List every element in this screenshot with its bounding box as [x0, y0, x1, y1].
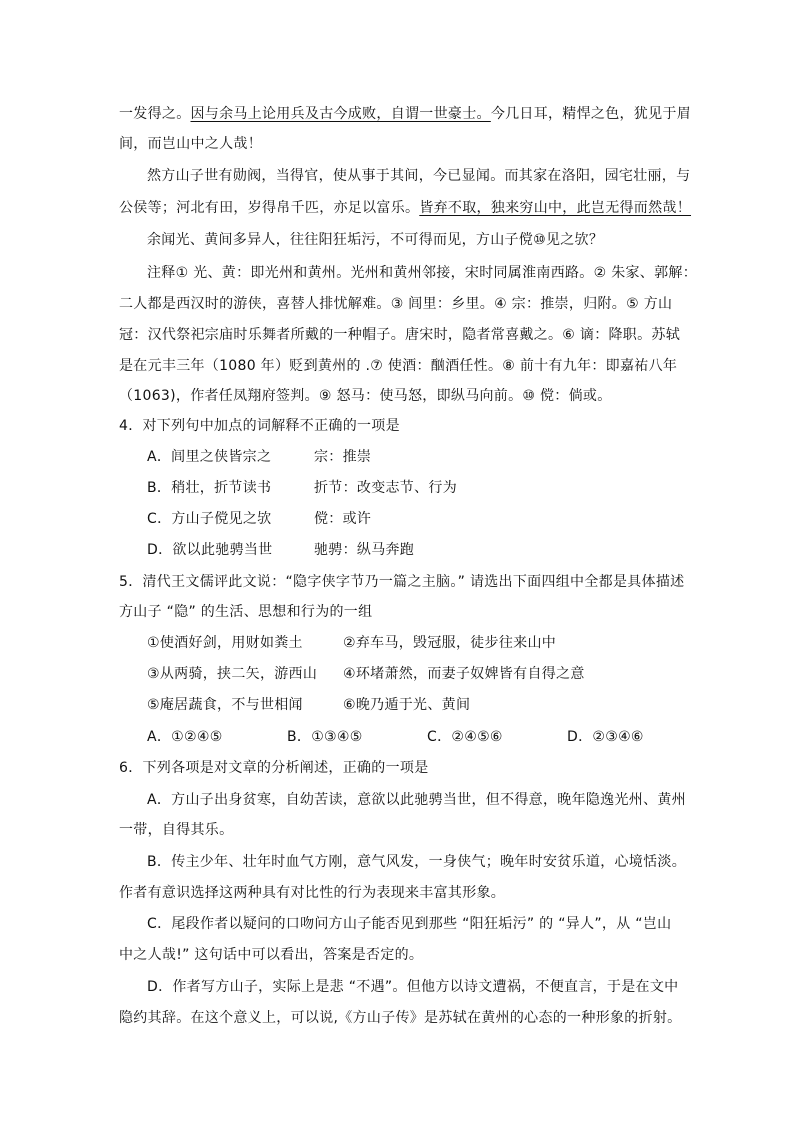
- q4-option-c: [147, 509, 372, 529]
- question-6-stem: 6．下列各项是对文章的分析阐述，正确的一项是: [119, 760, 429, 776]
- option-gloss: 折节：改变志节、行为: [314, 480, 457, 496]
- q6-option-c: C．尾段作者以疑问的口吻问方山子能否见到那些 “阳狂垢污” 的 “异人”，从 “岂山: [147, 916, 672, 932]
- q4-option-b: [147, 478, 457, 498]
- option-gloss: 傥：或许: [314, 511, 372, 527]
- option-gloss: 驰骋：纵马奔跑: [314, 542, 415, 558]
- q5-item: ⑤庵居蔬食，不与世相闻: [147, 697, 303, 713]
- passage-text: 今几日耳，精悍之色，犹见于眉: [490, 106, 692, 122]
- q6-option-b: B．传主少年、壮年时血气方刚，意气风发，一身侠气；晚年时安贫乐道，心境恬淡。: [147, 854, 687, 870]
- q6-option-a: 一带，自得其乐。: [119, 822, 234, 838]
- passage-line: 余闻光、黄间多异人，往往阳狂垢污，不可得而见，方山子傥⑩见之欤？: [147, 232, 604, 248]
- q6-option-b: 作者有意识选择这两种具有对比性的行为表现来丰富其形象。: [119, 885, 506, 901]
- passage-line: 然方山子世有勋阀，当得官，使从事于其间，今已显闻。而其家在洛阳，园宅壮丽，与: [147, 168, 691, 184]
- q5-choice-b: B．①③④⑤: [287, 729, 363, 745]
- q6-option-d: D．作者写方山子，实际上是悲 “不遇”。但他方以诗文遭祸，不便直言，于是在文中: [147, 979, 679, 995]
- passage-line: [119, 104, 691, 124]
- q4-option-d: [147, 540, 415, 560]
- q6-option-d: 隐约其辞。在这个意义上，可以说,《方山子传》是苏轼在黄州的心态的一种形象的折射。: [119, 1010, 682, 1026]
- q6-option-a: A．方山子出身贫寒，自幼苦读，意欲以此驰骋当世，但不得意，晚年隐逸光州、黄州: [147, 792, 686, 808]
- underlined-sentence: 因与余马上论用兵及古今成败，自谓一世豪士。: [190, 106, 491, 122]
- q6-option-c: 中之人哉!” 这句话中可以看出，答案是否定的。: [119, 947, 424, 963]
- q5-item: ②弃车马，毁冠服，徒步往来山中: [343, 635, 557, 651]
- q5-choice-c: C．②④⑤⑥: [427, 729, 503, 745]
- q5-item: ⑥晚乃遁于光、黄间: [343, 697, 471, 713]
- notes-line: 冠：汉代祭祀宗庙时乐舞者所戴的一种帽子。唐宋时，隐者常喜戴之。⑥ 谪：降职。苏轼: [119, 327, 680, 343]
- option-gloss: 宗：推崇: [314, 449, 372, 465]
- passage-text: 一发得之。: [119, 106, 191, 122]
- passage-line: 间，而岂山中之人哉！: [119, 136, 262, 152]
- q4-option-a: [147, 447, 372, 467]
- q5-choice-a: A．①②④⑤: [147, 729, 223, 745]
- option-text: A．闾里之侠皆宗之: [147, 449, 272, 465]
- notes-line: （1063)，作者任凤翔府签判。⑨ 怒马：使马怒，即纵马向前。⑩ 傥：倘或。: [119, 388, 612, 404]
- option-text: C．方山子傥见之欤: [147, 511, 272, 527]
- q5-item: ①使酒好剑，用财如粪土: [147, 635, 303, 651]
- question-4-stem: 4．对下列句中加点的词解释不正确的一项是: [119, 418, 400, 434]
- q5-item: ④环堵萧然，而妻子奴婢皆有自得之意: [343, 666, 585, 682]
- q5-item: ③从两骑，挟二矢，游西山: [147, 666, 318, 682]
- passage-line: [119, 198, 691, 218]
- passage-text: 公侯等；河北有田，岁得帛千匹，亦足以富乐。: [119, 200, 420, 216]
- option-text: D．欲以此驰骋当世: [147, 542, 273, 558]
- underlined-sentence: 皆弃不取，独来穷山中，此岂无得而然哉！: [419, 200, 692, 216]
- question-5-stem: 方山子 “隐” 的生活、思想和行为的一组: [119, 604, 373, 620]
- question-5-stem: 5．清代王文儒评此文说：“隐字侠字节乃一篇之主脑。” 请选出下面四组中全都是具体描述: [119, 574, 685, 590]
- option-text: B．稍壮，折节读书: [147, 480, 272, 496]
- notes-line: 二人都是西汉时的游侠，喜替人排忧解难。③ 闾里：乡里。④ 宗：推崇，归附。⑤ 方山: [119, 296, 673, 312]
- notes-line: 是在元丰三年（1080 年）贬到黄州的 .⑦ 使酒：酗酒任性。⑧ 前十有九年：即嘉祐八年: [119, 358, 678, 374]
- notes-line: 注释① 光、黄：即光州和黄州。光州和黄州邻接，宋时同属淮南西路。② 朱家、郭解：: [147, 265, 697, 281]
- q5-choice-d: D．②③④⑥: [567, 729, 644, 745]
